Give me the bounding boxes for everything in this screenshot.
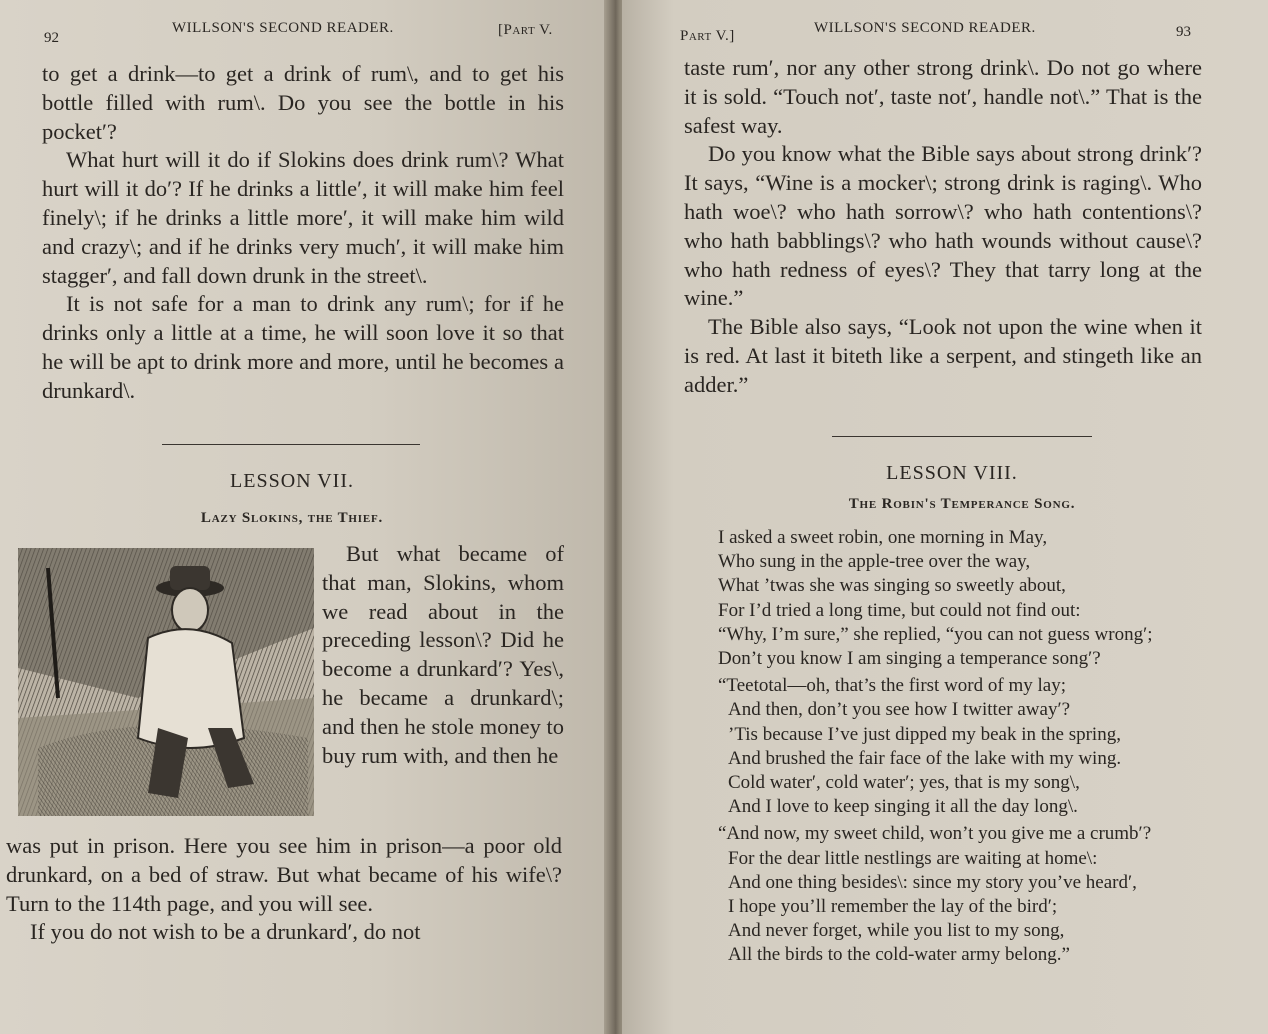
poem-line: What ’twas she was singing so sweetly about, bbox=[718, 575, 1066, 597]
poem-line: And then, don’t you see how I twitter away′? bbox=[728, 699, 1071, 721]
paragraph: It is not safe for a man to drink any rum\; for if he drinks only a little at a time, he will soon love it so that he will be apt to drink more and more, until he becomes a drunkard\. bbox=[42, 291, 564, 403]
poem bbox=[718, 526, 1153, 971]
poem-line: And brushed the fair face of the lake with my wing. bbox=[728, 747, 1122, 769]
paragraph: Do you know what the Bible says about strong drink′? It says, “Wine is a mocker\; strong drink is raging\. Who hath woe\? who hath sorrow\? who hath contentions\? who hath babblings\? who hath wounds without cause\? who hath redness of eyes\? They that tarry long at the wine.” bbox=[684, 141, 1202, 311]
lesson-subtitle: Lazy Slokins, the Thief. bbox=[200, 510, 384, 526]
page-number: 93 bbox=[1176, 24, 1191, 40]
poem-line: Cold water′, cold water′; yes, that is my song\, bbox=[728, 772, 1080, 794]
section-divider bbox=[162, 444, 420, 445]
poem-line: Who sung in the apple-tree over the way, bbox=[718, 551, 1031, 573]
engraving-man-in-prison-icon bbox=[18, 548, 314, 816]
poem-line: I asked a sweet robin, one morning in May, bbox=[718, 527, 1048, 548]
poem-line: For I’d tried a long time, but could not find out: bbox=[718, 599, 1081, 621]
poem-line: And one thing besides\: since my story you’ve heard′, bbox=[728, 871, 1137, 893]
section-divider bbox=[832, 436, 1092, 437]
lesson-title: LESSON VII. bbox=[230, 470, 354, 492]
poem-line: All the birds to the cold-water army belong.” bbox=[728, 944, 1070, 966]
poem-line: For the dear little nestlings are waiting at home\: bbox=[728, 847, 1098, 869]
left-page bbox=[0, 0, 612, 1034]
paragraph: But what became of that man, Slokins, whom we read about in the preceding lesson\? Did he become a drunkard′? Yes\, he became a drunkard\; and then he stole money to buy rum with, and then he bbox=[322, 541, 564, 768]
left-top-text bbox=[42, 60, 564, 406]
poem-line: ’Tis because I’ve just dipped my beak in the spring, bbox=[728, 723, 1121, 745]
page-number: 92 bbox=[44, 30, 59, 46]
part-label: [Part V. bbox=[498, 22, 553, 38]
paragraph: What hurt will it do if Slokins does drink rum\? What hurt will it do′? If he drinks a little′, it will make him feel finely\; if he drinks a little more′, it will make him wild and crazy\; and if he drinks very much′, it will make him stagger′, and fall down drunk in the street\. bbox=[42, 147, 564, 288]
part-label: Part V.] bbox=[680, 28, 735, 44]
paragraph: taste rum′, nor any other strong drink\. Do not go where it is sold. “Touch not′, taste not′, handle not\.” That is the safest way. bbox=[684, 55, 1202, 138]
poem-line: And never forget, while you list to my song, bbox=[728, 920, 1065, 942]
poem-line: “And now, my sweet child, won’t you give me a crumb′? bbox=[718, 823, 1152, 845]
poem-line: “Why, I’m sure,” she replied, “you can not guess wrong′; bbox=[718, 623, 1153, 645]
right-page bbox=[622, 0, 1268, 1034]
poem-line: I hope you’ll remember the lay of the bird′; bbox=[728, 896, 1058, 918]
poem-line: And I love to keep singing it all the day long\. bbox=[728, 796, 1078, 818]
poem-stanza bbox=[718, 822, 1153, 967]
running-head: WILLSON'S SECOND READER. bbox=[814, 20, 1036, 36]
poem-stanza bbox=[718, 526, 1153, 671]
running-head: WILLSON'S SECOND READER. bbox=[172, 20, 394, 36]
lesson-subtitle: The Robin's Temperance Song. bbox=[848, 496, 1076, 512]
poem-line: Don’t you know I am singing a temperance song′? bbox=[718, 648, 1101, 670]
paragraph: If you do not wish to be a drunkard′, do not bbox=[30, 919, 421, 945]
paragraph: was put in prison. Here you see him in prison—a poor old drunkard, on a bed of straw. But what became of his wife\? Turn to the 114th page, and you will see. bbox=[6, 833, 562, 916]
right-top-text bbox=[684, 54, 1202, 400]
paragraph: to get a drink—to get a drink of rum\, and to get his bottle filled with rum\. Do you see the bottle in his pocket′? bbox=[42, 61, 564, 144]
poem-stanza bbox=[718, 674, 1153, 819]
paragraph: The Bible also says, “Look not upon the wine when it is red. At last it biteth like a serpent, and stingeth like an adder.” bbox=[684, 314, 1202, 397]
wrap-text bbox=[322, 540, 564, 770]
left-bottom-text bbox=[6, 832, 562, 947]
poem-line: “Teetotal—oh, that’s the first word of my lay; bbox=[718, 675, 1066, 697]
lesson-title: LESSON VIII. bbox=[886, 462, 1018, 484]
